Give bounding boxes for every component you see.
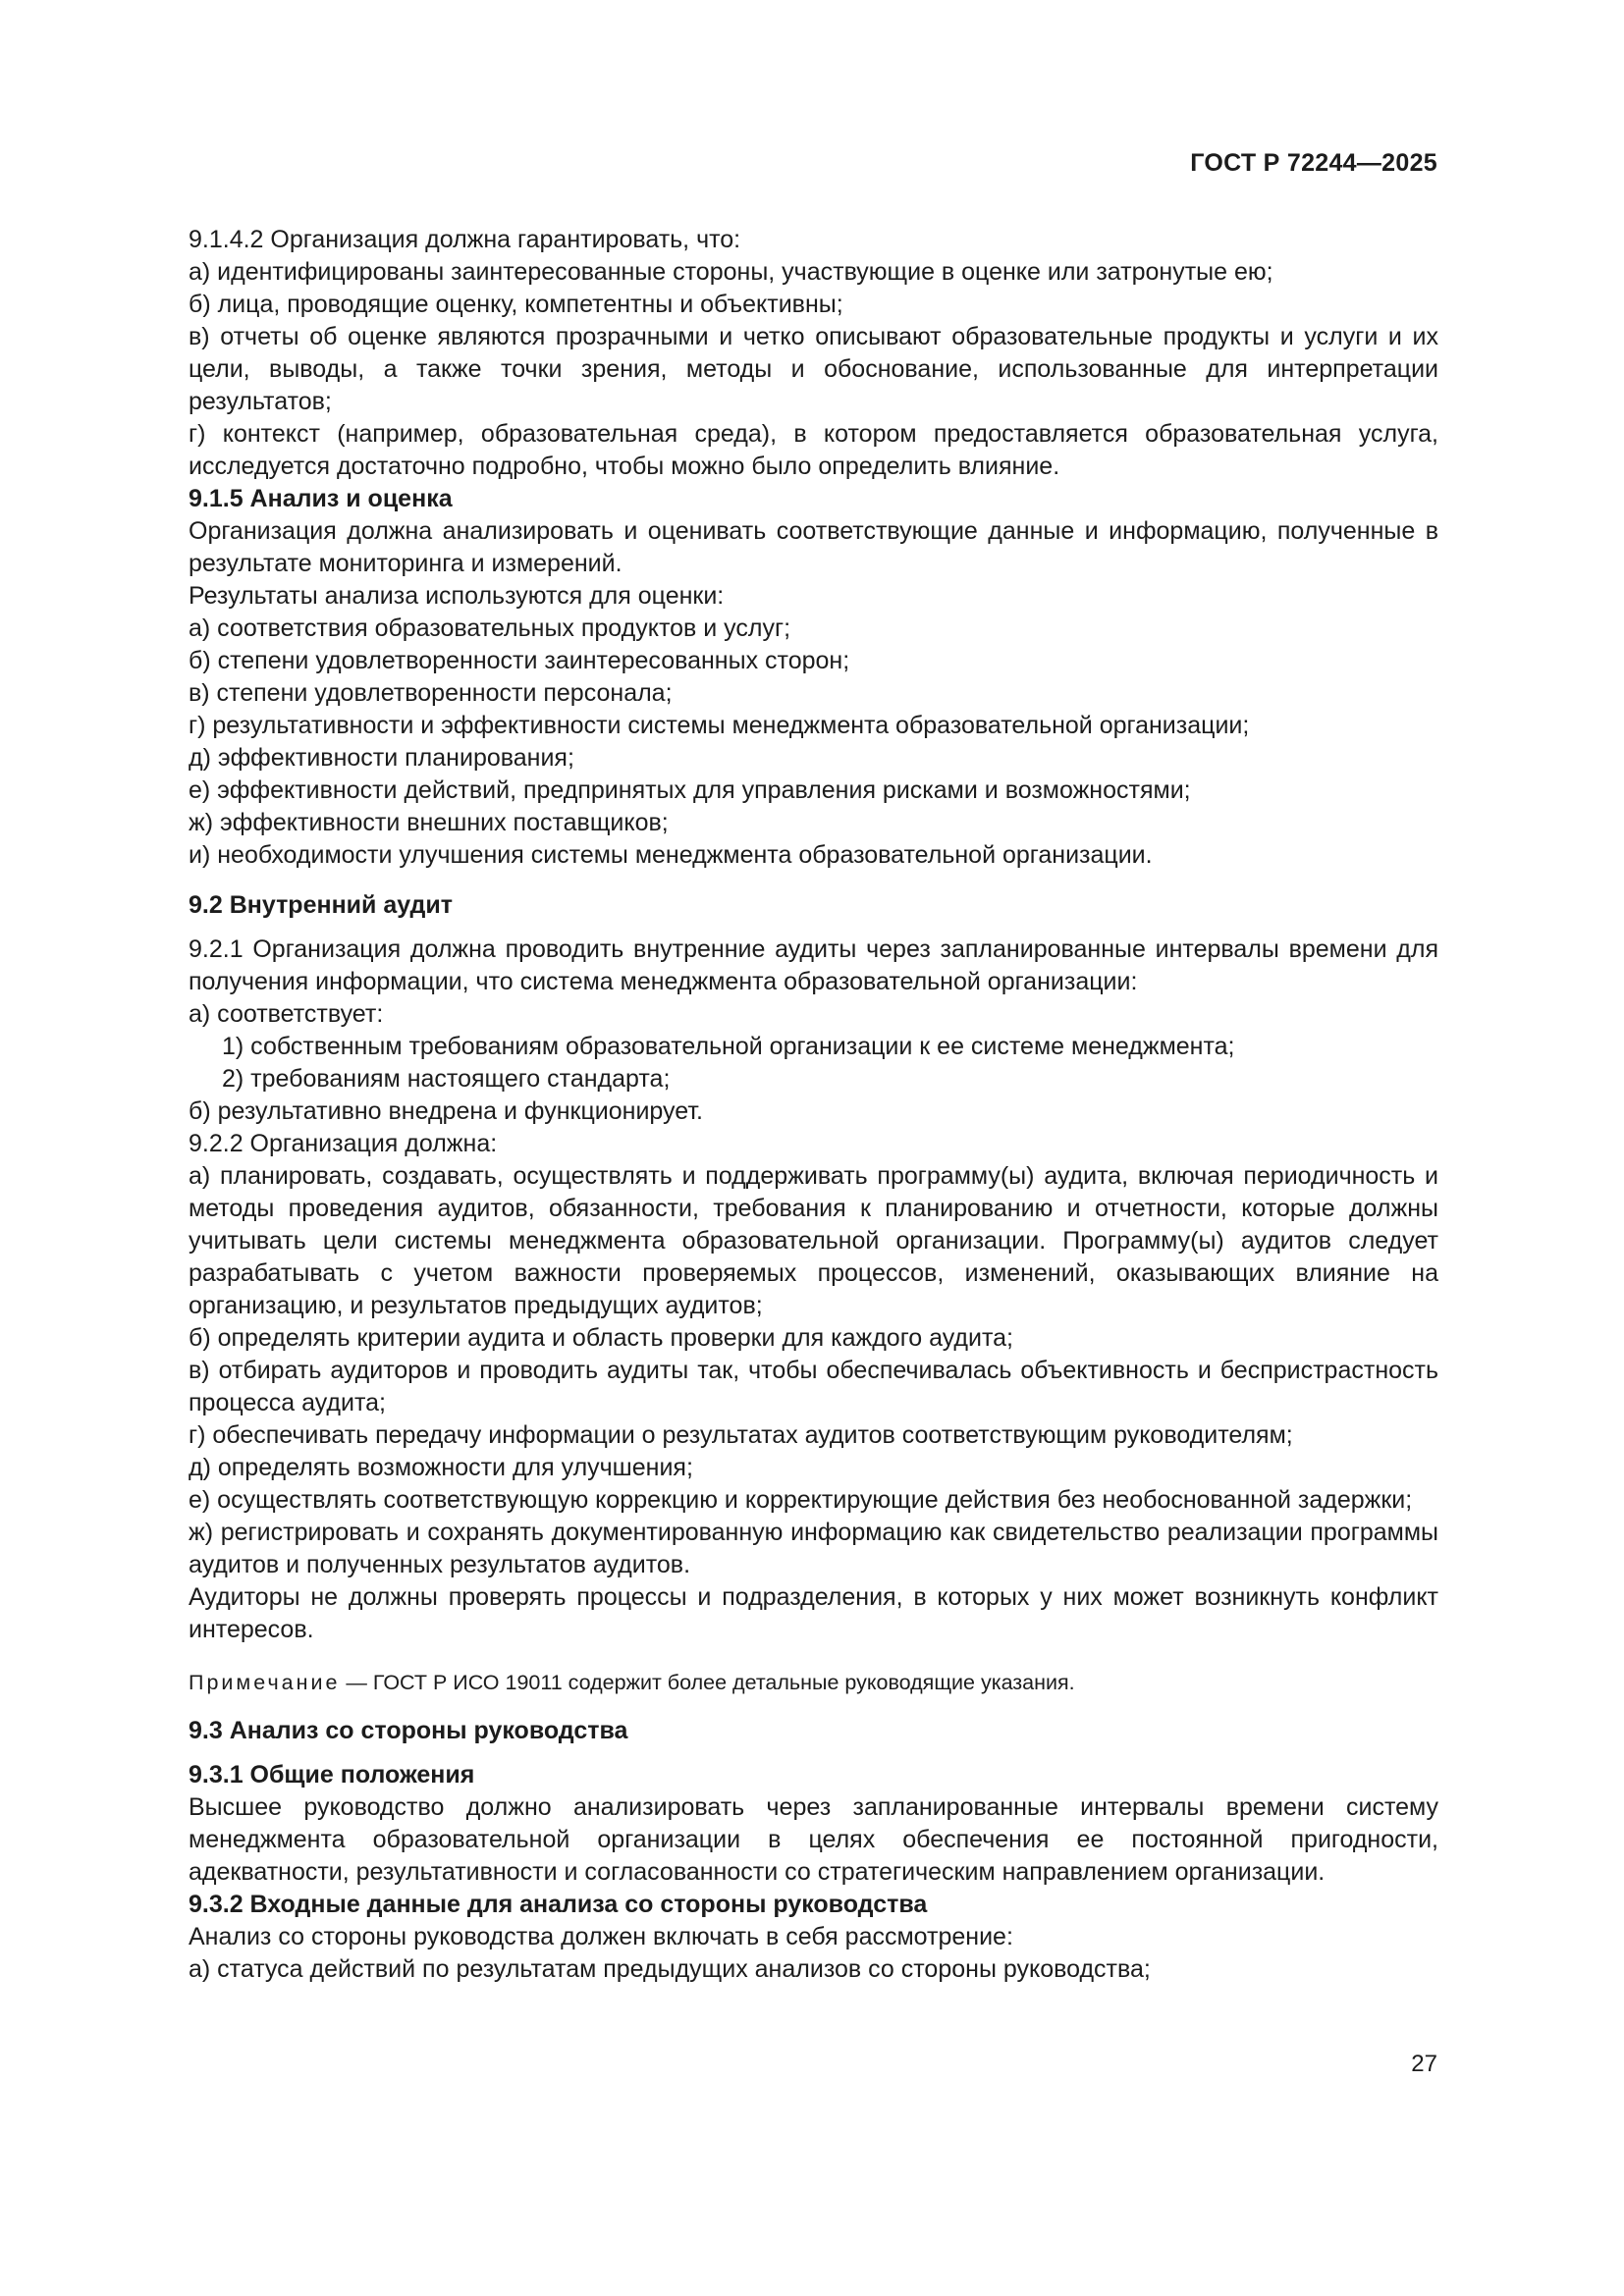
list-item: а) статуса действий по результатам предыдущих анализов со стороны руководства; — [189, 1955, 1151, 1983]
list-item: д) определять возможности для улучшения; — [189, 1454, 693, 1481]
list-item: г) обеспечивать передачу информации о результатах аудитов соответствующим руководителям; — [189, 1421, 1293, 1449]
list-item: в) степени удовлетворенности персонала; — [189, 679, 673, 707]
paragraph: Аудиторы не должны проверять процессы и подразделения, в которых у них может возникнуть конфликт интересов. — [189, 1583, 1438, 1643]
paragraph: Анализ со стороны руководства должен включать в себя рассмотрение: — [189, 1923, 1013, 1950]
list-item: и) необходимости улучшения системы менеджмента образовательной организации. — [189, 841, 1153, 869]
list-item: б) определять критерии аудита и область проверки для каждого аудита; — [189, 1324, 1013, 1352]
list-item: б) степени удовлетворенности заинтересованных сторон; — [189, 647, 850, 674]
list-item: б) лица, проводящие оценку, компетентны и объективны; — [189, 291, 843, 318]
sub-list-item: 1) собственным требованиям образовательной организации к ее системе менеджмента; — [222, 1033, 1235, 1060]
list-item: ж) регистрировать и сохранять документированную информацию как свидетельство реализации программы аудитов и полученных результатов аудитов. — [189, 1519, 1438, 1578]
list-item: в) отбирать аудиторов и проводить аудиты так, чтобы обеспечивалась объективность и беспристрастность процесса аудита; — [189, 1357, 1438, 1416]
document-id: ГОСТ Р 72244—2025 — [1190, 149, 1437, 177]
heading-9-2: 9.2 Внутренний аудит — [189, 891, 454, 919]
clause-9-2-1: 9.2.1 Организация должна проводить внутренние аудиты через запланированные интервалы времени для получения информации, что система менеджмента образовательной организации: — [189, 935, 1438, 995]
paragraph: Результаты анализа используются для оценки: — [189, 582, 725, 610]
list-item: е) эффективности действий, предпринятых для управления рисками и возможностями; — [189, 776, 1191, 804]
page-body — [159, 224, 1438, 1986]
heading-9-3-1: 9.3.1 Общие положения — [189, 1761, 475, 1789]
clause-9-2-2: 9.2.2 Организация должна: — [189, 1130, 498, 1157]
clause-9-1-4-2: 9.1.4.2 Организация должна гарантировать, что: — [189, 226, 741, 253]
note — [159, 1668, 1438, 1697]
list-item: ж) эффективности внешних поставщиков; — [189, 809, 669, 836]
heading-9-1-5: 9.1.5 Анализ и оценка — [189, 485, 453, 512]
note-text: — ГОСТ Р ИСО 19011 содержит более детальные руководящие указания. — [340, 1671, 1075, 1694]
list-item: в) отчеты об оценке являются прозрачными и четко описывают образовательные продукты и услуги и их цели, выводы, а также точки зрения, методы и обоснование, использованные для интерпретации результатов; — [189, 323, 1438, 415]
sub-list-item: 2) требованиям настоящего стандарта; — [222, 1065, 671, 1093]
list-item: а) соответствия образовательных продуктов и услуг; — [189, 614, 791, 642]
note-label: Примечание — [189, 1671, 341, 1694]
paragraph: Организация должна анализировать и оценивать соответствующие данные и информацию, полученные в результате мониторинга и измерений. — [189, 517, 1438, 577]
list-item: б) результативно внедрена и функционирует. — [189, 1097, 703, 1125]
heading-9-3-2: 9.3.2 Входные данные для анализа со стороны руководства — [189, 1891, 928, 1918]
heading-9-3: 9.3 Анализ со стороны руководства — [189, 1717, 628, 1744]
list-item: д) эффективности планирования; — [189, 744, 574, 772]
list-item: а) идентифицированы заинтересованные стороны, участвующие в оценке или затронутые ею; — [189, 258, 1273, 286]
list-item: г) контекст (например, образовательная среда), в котором предоставляется образовательная услуга, исследуется достаточно подробно, чтобы можно было определить влияние. — [189, 420, 1438, 480]
paragraph: Высшее руководство должно анализировать через запланированные интервалы времени систему менеджмента образовательной организации в целях обеспечения ее постоянной пригодности, адекватности, результативности и согласованности со стратегическим направлением организации. — [189, 1793, 1438, 1886]
list-item: а) планировать, создавать, осуществлять и поддерживать программу(ы) аудита, включая периодичность и методы проведения аудитов, обязанности, требования к планированию и отчетности, которые должны учитывать цели системы менеджмента образовательной организации. Программу(ы) аудитов следует разрабатывать с учетом важности проверяемых процессов, изменений, оказывающих влияние на организацию, и результатов предыдущих аудитов; — [189, 1162, 1438, 1319]
list-item: а) соответствует: — [189, 1000, 384, 1028]
list-item: е) осуществлять соответствующую коррекцию и корректирующие действия без необоснованной задержки; — [189, 1486, 1413, 1514]
page-number: 27 — [1411, 2051, 1437, 2077]
list-item: г) результативности и эффективности системы менеджмента образовательной организации; — [189, 712, 1250, 739]
